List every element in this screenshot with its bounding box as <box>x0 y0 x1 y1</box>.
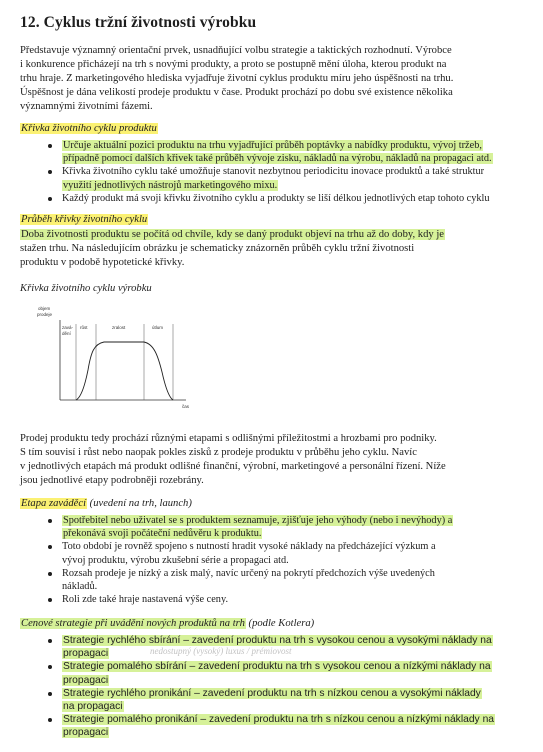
intro-line: významnými životními fázemi. <box>20 101 153 112</box>
paragraph-line: jsou jednotlivé etapy podrobněji rozebrány. <box>20 475 204 486</box>
section1-list <box>20 139 530 205</box>
y-axis-label-line: prodeje <box>37 312 53 317</box>
list-item <box>20 687 530 713</box>
intro-paragraph <box>20 44 525 114</box>
list-item <box>20 713 530 739</box>
list-item <box>20 165 530 191</box>
list-item-line: Strategie pomalého pronikání – zavedení produktu na trh s nízkou cenou a nízkými náklady na <box>63 714 495 726</box>
section-heading-text: Křivka životního cyklu produktu <box>21 123 157 134</box>
phase-label: zralost <box>112 325 126 330</box>
page-title: 12. Cyklus tržní životnosti výrobku <box>20 14 257 31</box>
list-item-line: vývoj produktu, výrobu zkušební série a propagaci atd. <box>62 554 289 566</box>
paragraph-line: v jednotlivých etapách má produkt odlišné finanční, výrobní, marketingové a personální řízení. Níže <box>20 461 446 472</box>
section-heading-suffix: (uvedení na trh, launch) <box>87 498 192 509</box>
bullet-icon <box>48 519 52 523</box>
section-heading <box>20 214 148 225</box>
list-item-line: Určuje aktuální pozici produktu na trhu vyjadřující průběh poptávky a nabídky produktu, vývoj tržeb, <box>63 140 482 151</box>
intro-line: trhu hraje. Z marketingového hlediska vyjadřuje životní cyklus produktu míru jeho úspěšnosti na trhu. <box>20 73 454 84</box>
list-item <box>20 540 530 566</box>
section-heading <box>20 498 192 509</box>
x-axis-label: čas <box>182 404 190 409</box>
list-item-line: na propagaci <box>63 701 123 713</box>
phase-label: dění <box>62 331 71 336</box>
bullet-icon <box>48 545 52 549</box>
section-heading-suffix: (podle Kotlera) <box>245 618 315 629</box>
list-item-line: Každý produkt má svoji křivku životního cyklu a produkty se liší délkou jednotlivých etap tohoto cyklu <box>62 192 490 204</box>
section4-list <box>20 514 530 606</box>
list-item <box>20 567 530 593</box>
list-item-line: Roli zde také hraje nastavená výše ceny. <box>62 594 229 606</box>
list-item <box>20 192 530 205</box>
list-item <box>20 514 530 540</box>
list-item-line: překonává svoji počáteční nedůvěru k produktu. <box>63 528 262 540</box>
list-item-line: Strategie rychlého pronikání – zavedení produktu na trh s nízkou cenou a vysokými náklady <box>63 687 481 699</box>
phase-label: růst <box>80 325 88 330</box>
list-item-line: Křivka životního cyklu také umožňuje stanovit nezbytnou periodicitu inovace produktů a také struktur <box>62 166 485 178</box>
bullet-icon <box>48 639 52 643</box>
section3-paragraph <box>20 432 525 488</box>
bullet-icon <box>48 572 52 576</box>
intro-line: Představuje významný orientační prvek, usnadňující volbu strategie a taktických rozhodnutí. Výrobce <box>20 45 452 56</box>
list-item <box>20 660 530 686</box>
figure-caption: Křivka životního cyklu výrobku <box>20 283 152 294</box>
list-item-line: Toto období je rovněž spojeno s nutností hradit vysoké náklady na předcházející výzkum a <box>62 541 436 553</box>
intro-line: i konkurence přicházejí na trh s novými produkty, a proto se postupně mění úloha, kterou produkt na <box>20 59 447 70</box>
section2-paragraph <box>20 228 525 270</box>
section-heading <box>20 123 158 134</box>
list-item-line: Strategie pomalého sbírání – zavedení produktu na trh s vysokou cenou a nízkými náklady na <box>63 661 491 673</box>
list-item-line: propagaci <box>63 727 109 739</box>
bullet-icon <box>48 692 52 696</box>
bullet-icon <box>48 718 52 722</box>
list-item-line: využití jednotlivých nástrojů marketingového mixu. <box>63 179 278 191</box>
bullet-icon <box>48 170 52 174</box>
section-heading-text: Etapa zaváděcí <box>21 498 87 509</box>
life-cycle-figure <box>36 300 196 420</box>
list-item <box>20 139 530 165</box>
list-item-line: Strategie rychlého sbírání – zavedení produktu na trh s vysokou cenou a vysokými náklady na <box>63 635 492 646</box>
section-heading-text: Cenové strategie při uvádění nových produktů na trh <box>21 618 245 629</box>
list-item-line: Rozsah prodeje je nízký a zisk malý, navíc určený na pokrytí předchozích výše uvedených <box>62 567 435 579</box>
list-item-line: Spotřebitel nebo uživatel se s produktem seznamuje, zjišťuje jeho výhody (nebo i nevýhody) a <box>63 515 453 526</box>
phase-label: zavá- <box>62 325 74 330</box>
list-item-line: propagaci <box>63 648 109 660</box>
paragraph-line: S tím souvisí i růst nebo naopak pokles zisků z prodeje produktu v průběhu jeho cyklu. Navíc <box>20 447 417 458</box>
paragraph-line: produktu v podobě hypotetické křivky. <box>20 257 185 268</box>
paragraph-line: stažen trhu. Na následujícím obrázku je schematicky znázorněn průběh cyklu tržní životnosti <box>20 243 415 254</box>
life-cycle-curve <box>76 342 173 400</box>
list-item <box>20 593 530 606</box>
section-heading <box>20 618 314 629</box>
y-axis-label-line: objem <box>38 306 51 311</box>
intro-line: Úspěšnost je dána velikostí prodeje produktu v čase. Produkt prochází po dobu své existence několika <box>20 87 453 98</box>
paragraph-line: Doba životnosti produktu se počítá od chvíle, kdy se daný produkt objeví na trhu až do doby, kdy je <box>21 229 444 240</box>
bullet-icon <box>48 665 52 669</box>
paragraph-line: Prodej produktu tedy prochází různými etapami s odlišnými příležitostmi a hrozbami pro podniky. <box>20 433 437 444</box>
bullet-icon <box>48 144 52 148</box>
handwritten-note: nedostupný (vysoký) luxus / prémiovost <box>150 646 292 656</box>
bullet-icon <box>48 598 52 602</box>
phase-label: útlum <box>152 325 164 330</box>
section-heading-text: Průběh křivky životního cyklu <box>21 214 148 225</box>
list-item-line: případně pomocí dalších křivek také průběh vývoje zisku, nákladů na výrobu, nákladů na propagaci atd. <box>63 153 492 165</box>
list-item-line: nákladů. <box>62 581 98 593</box>
list-item-line: propagaci <box>63 674 109 686</box>
bullet-icon <box>48 197 52 201</box>
